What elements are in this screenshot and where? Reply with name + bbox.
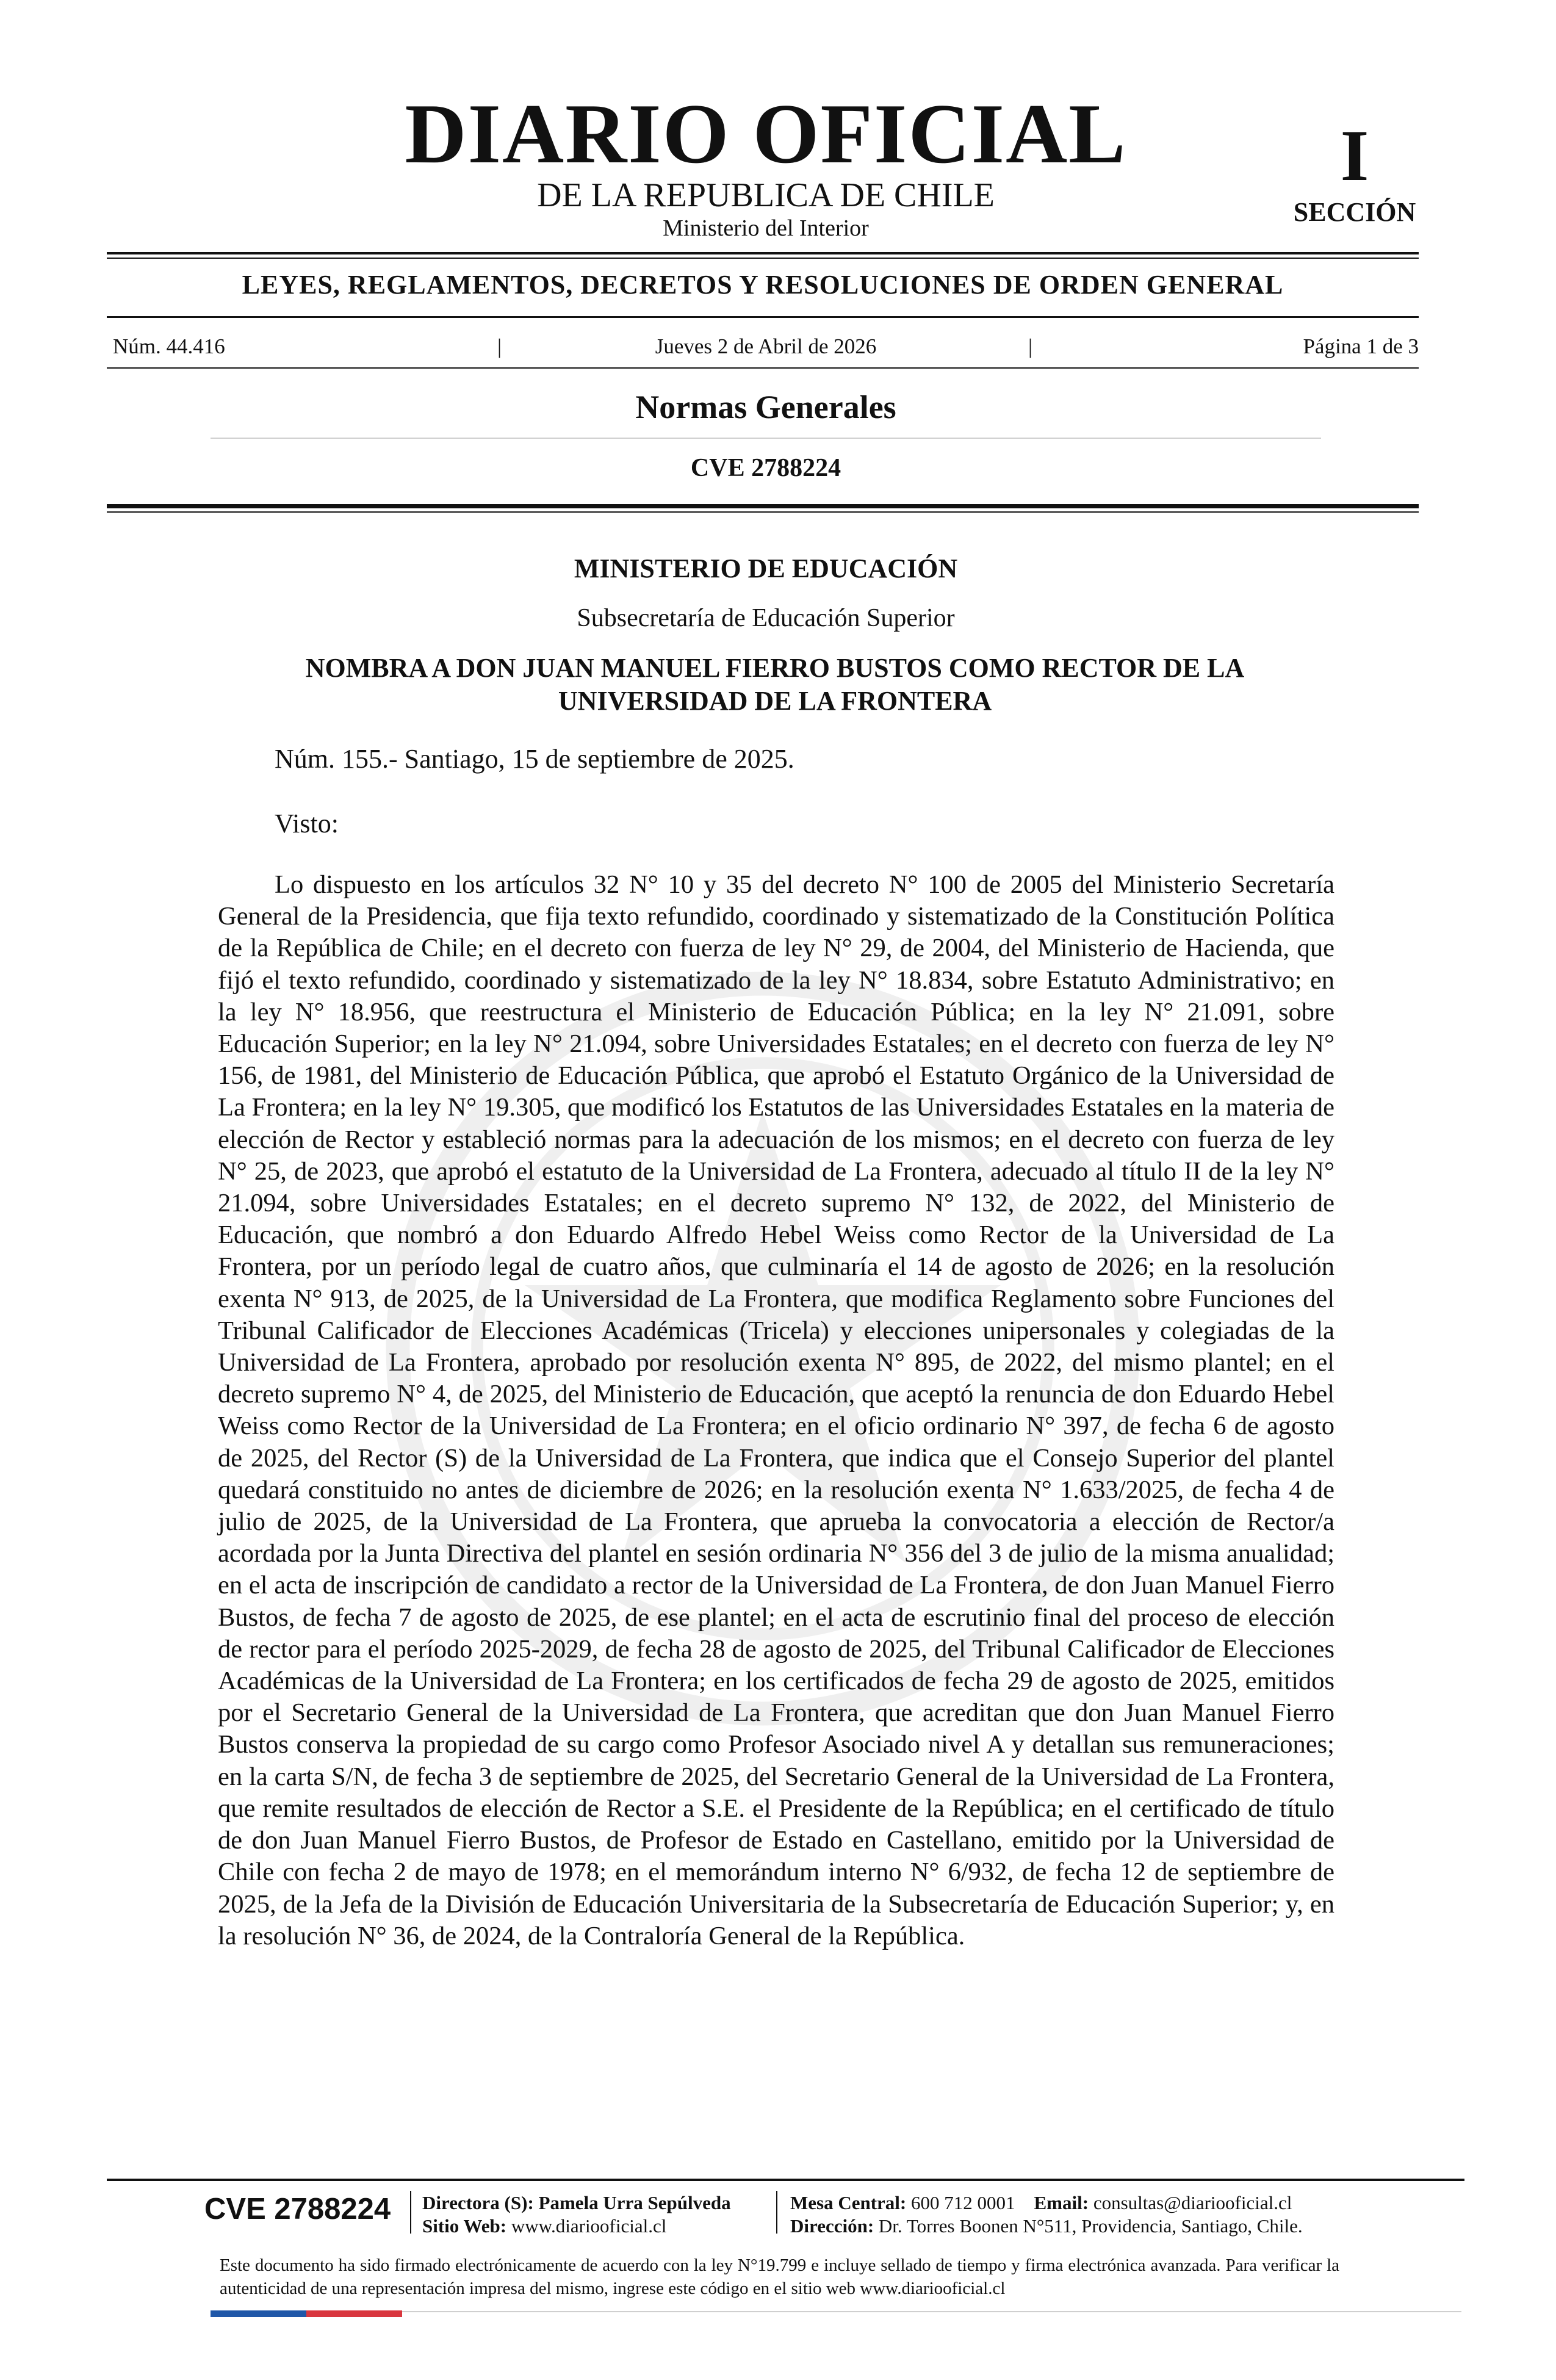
footer-directora-block: [422, 2191, 731, 2238]
header-rule-thin: [107, 511, 1419, 513]
sitio-web-link[interactable]: www.diariooficial.cl: [511, 2215, 667, 2237]
mesa-value: 600 712 0001: [911, 2192, 1015, 2213]
directora-label: Directora (S):: [422, 2192, 534, 2213]
mesa-label: Mesa Central:: [790, 2192, 907, 2213]
footer-contact-block: [790, 2191, 1303, 2238]
footer-separator: [410, 2191, 411, 2234]
footer-rule: [107, 2179, 1464, 2181]
masthead-subtitle: DE LA REPUBLICA DE CHILE: [537, 176, 995, 214]
flag-stripe-red: [306, 2310, 402, 2317]
issue-number: Núm. 44.416: [113, 334, 225, 358]
page-number: Página 1 de 3: [1303, 334, 1419, 358]
sitio-label: Sitio Web:: [422, 2215, 507, 2237]
section-heading-rule: [211, 438, 1321, 439]
section-number: I: [1340, 115, 1369, 196]
category-rule: [107, 316, 1419, 318]
decree-number-line: Núm. 155.- Santiago, 15 de septiembre de 2025.: [275, 744, 794, 774]
footer-cve: CVE 2788224: [204, 2193, 391, 2226]
footer-authenticity-note: Este documento ha sido firmado electrónicamente de acuerdo con la ley N°19.799 e incluye sellado de tiempo y firma electrónica avanzada. Para verificar la autenticidad de una representación impresa del mismo, ingrese este código en el sitio web www.diariooficial.cl: [220, 2256, 1339, 2298]
category-heading: LEYES, REGLAMENTOS, DECRETOS Y RESOLUCIONES DE ORDEN GENERAL: [242, 270, 1284, 300]
visto-label: Visto:: [275, 809, 339, 838]
cve-code: CVE 2788224: [690, 454, 841, 482]
info-separator: |: [497, 334, 502, 358]
direccion-value: Dr. Torres Boonen N°511, Providencia, Santiago, Chile.: [878, 2215, 1303, 2237]
header-rule-thick: [107, 504, 1419, 508]
info-bar: [113, 334, 1419, 359]
masthead-ministry: Ministerio del Interior: [663, 215, 869, 241]
masthead-rule-bottom: [107, 258, 1419, 259]
ministry-heading: MINISTERIO DE EDUCACIÓN: [574, 554, 958, 583]
section-heading: Normas Generales: [635, 389, 896, 425]
info-bar-rule: [107, 367, 1419, 369]
section-label: SECCIÓN: [1293, 197, 1416, 227]
footer-separator: [776, 2191, 777, 2234]
info-separator: |: [1028, 334, 1033, 358]
email-label: Email:: [1034, 2192, 1089, 2213]
visto-body: Lo dispuesto en los artículos 32 N° 10 y 35 del decreto N° 100 de 2005 del Ministerio Secretaría General de la Presidencia, que fija texto refundido, coordinado y sistematizado de la Constitución Política de la República de Chile; en el decreto con fuerza de ley N° 29, de 2004, del Ministerio de Hacienda, que fijó el texto refundido, coordinado y sistematizado de la ley N° 18.834, sobre Estatuto Administrativo; en la ley N° 18.956, que reestructura el Ministerio de Educación Pública; en la ley N° 21.091, sobre Educación Superior; en la ley N° 21.094, sobre Universidades Estatales; en el decreto con fuerza de ley N° 156, de 1981, del Ministerio de Educación Pública, que aprobó el Estatuto Orgánico de la Universidad de La Frontera; en la ley N° 19.305, que modificó los Estatutos de las Universidades Estatales en la materia de elección de Rector y estableció normas para la adecuación de los mismos; en el decreto con fuerza de ley N° 25, de 2023, que aprobó el estatuto de la Universidad de La Frontera, adecuado al título II de la ley N° 21.094, sobre Universidades Estatales; en el decreto supremo N° 132, de 2022, del Ministerio de Educación, que nombró a don Eduardo Alfredo Hebel Weiss como Rector de la Universidad de La Frontera, por un período legal de cuatro años, que culminaría el 14 de agosto de 2026; en la resolución exenta N° 913, de 2025, de la Universidad de La Frontera, que modifica Reglamento sobre Funciones del Tribunal Calificador de Elecciones Académicas (Tricela) y elecciones unipersonales y colegiadas de la Universidad de La Frontera, aprobado por resolución exenta N° 895, de 2022, del mismo plantel; en el decreto supremo N° 4, de 2025, del Ministerio de Educación, que aceptó la renuncia de don Eduardo Hebel Weiss como Rector de la Universidad de La Frontera; en el oficio ordinario N° 397, de fecha 6 de agosto de 2025, del Rector (S) de la Universidad de La Frontera, que indica que el Consejo Superior del plantel quedará constituido no antes de diciembre de 2026; en la resolución exenta N° 1.633/2025, de fecha 4 de julio de 2025, de la Universidad de La Frontera, que aprueba la convocatoria a elección de Rector/a acordada por la Junta Directiva del plantel en sesión ordinaria N° 356 del 3 de julio de la misma anualidad; en el acta de inscripción de candidato a rector de la Universidad de La Frontera, de don Juan Manuel Fierro Bustos, de fecha 7 de agosto de 2025, de ese plantel; en el acta de escrutinio final del proceso de elección de rector para el período 2025-2029, de fecha 28 de agosto de 2025, del Tribunal Calificador de Elecciones Académicas de la Universidad de La Frontera; en los certificados de fecha 29 de agosto de 2025, emitidos por el Secretario General de la Universidad de La Frontera, que acreditan que don Juan Manuel Fierro Bustos conserva la propiedad de su cargo como Profesor Asociado nivel A y detallan sus remuneraciones; en la carta S/N, de fecha 3 de septiembre de 2025, del Secretario General de la Universidad de La Frontera, que remite resultados de elección de Rector a S.E. el Presidente de la República; en el certificado de título de don Juan Manuel Fierro Bustos, de Profesor de Estado en Castellano, emitido por la Universidad de Chile con fecha 2 de mayo de 1978; en el memorándum interno N° 6/932, de fecha 12 de septiembre de 2025, de la Jefa de la División de Educación Universitaria de la Subsecretaría de Educación Superior; y, en la resolución N° 36, de 2024, de la Contraloría General de la República.: [218, 870, 1334, 1950]
flag-stripe-blue: [211, 2310, 306, 2317]
decree-title: NOMBRA A DON JUAN MANUEL FIERRO BUSTOS COMO RECTOR DE LA UNIVERSIDAD DE LA FRONTERA: [305, 653, 1245, 716]
subsecretaria-heading: Subsecretaría de Educación Superior: [577, 604, 955, 632]
email-link[interactable]: consultas@diariooficial.cl: [1093, 2192, 1292, 2213]
masthead-title: DIARIO OFICIAL: [405, 87, 1127, 181]
directora-name: Pamela Urra Sepúlveda: [538, 2192, 731, 2213]
direccion-label: Dirección:: [790, 2215, 874, 2237]
issue-date: Jueves 2 de Abril de 2026: [655, 334, 877, 358]
masthead-rule-top: [107, 252, 1419, 254]
